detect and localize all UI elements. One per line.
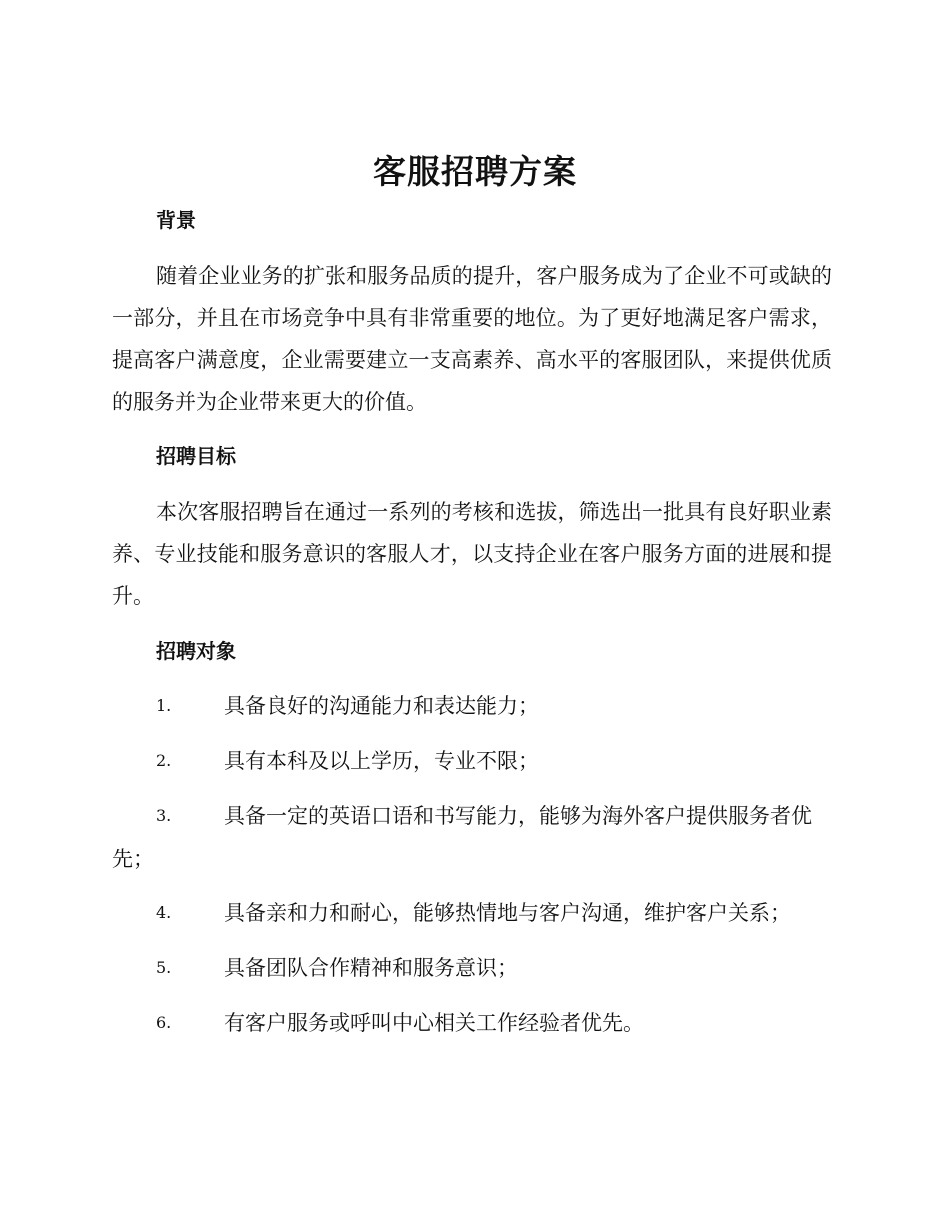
section-heading-goal: 招聘目标	[156, 444, 236, 468]
list-item-number: 6.	[156, 1013, 172, 1032]
list-item-number: 3.	[156, 806, 172, 825]
list-item-number: 4.	[156, 903, 172, 922]
section-heading-background: 背景	[156, 208, 196, 232]
list-item-text: 有客户服务或呼叫中心相关工作经验者优先。	[224, 1011, 644, 1035]
list-item-text: 具备亲和力和耐心，能够热情地与客户沟通，维护客户关系；	[224, 901, 791, 925]
document-title: 客服招聘方案	[373, 152, 577, 191]
list-item-text: 具备团队合作精神和服务意识；	[224, 956, 518, 980]
list-item-number: 2.	[156, 751, 172, 770]
section-paragraph-background: 随着企业业务的扩张和服务品质的提升，客户服务成为了企业不可或缺的一部分，并且在市场竞争中具有非常重要的地位。为了更好地满足客户需求，提高客户满意度，企业需要建立一支高素养、高水平的客服团队，来提供优质的服务并为企业带来更大的价值。	[112, 264, 832, 414]
list-item-text-continuation: 先；	[112, 847, 154, 871]
section-paragraph-goal: 本次客服招聘旨在通过一系列的考核和选拔，筛选出一批具有良好职业素养、专业技能和服务意识的客服人才，以支持企业在客户服务方面的进展和提升。	[112, 500, 832, 608]
list-item-number: 5.	[156, 958, 172, 977]
section-heading-target: 招聘对象	[156, 639, 236, 663]
list-item-text: 具备良好的沟通能力和表达能力；	[224, 694, 539, 718]
list-item-text: 具备一定的英语口语和书写能力，能够为海外客户提供服务者优	[224, 804, 812, 828]
list-item-text: 具有本科及以上学历，专业不限；	[224, 749, 539, 773]
list-item-number: 1.	[156, 696, 172, 715]
